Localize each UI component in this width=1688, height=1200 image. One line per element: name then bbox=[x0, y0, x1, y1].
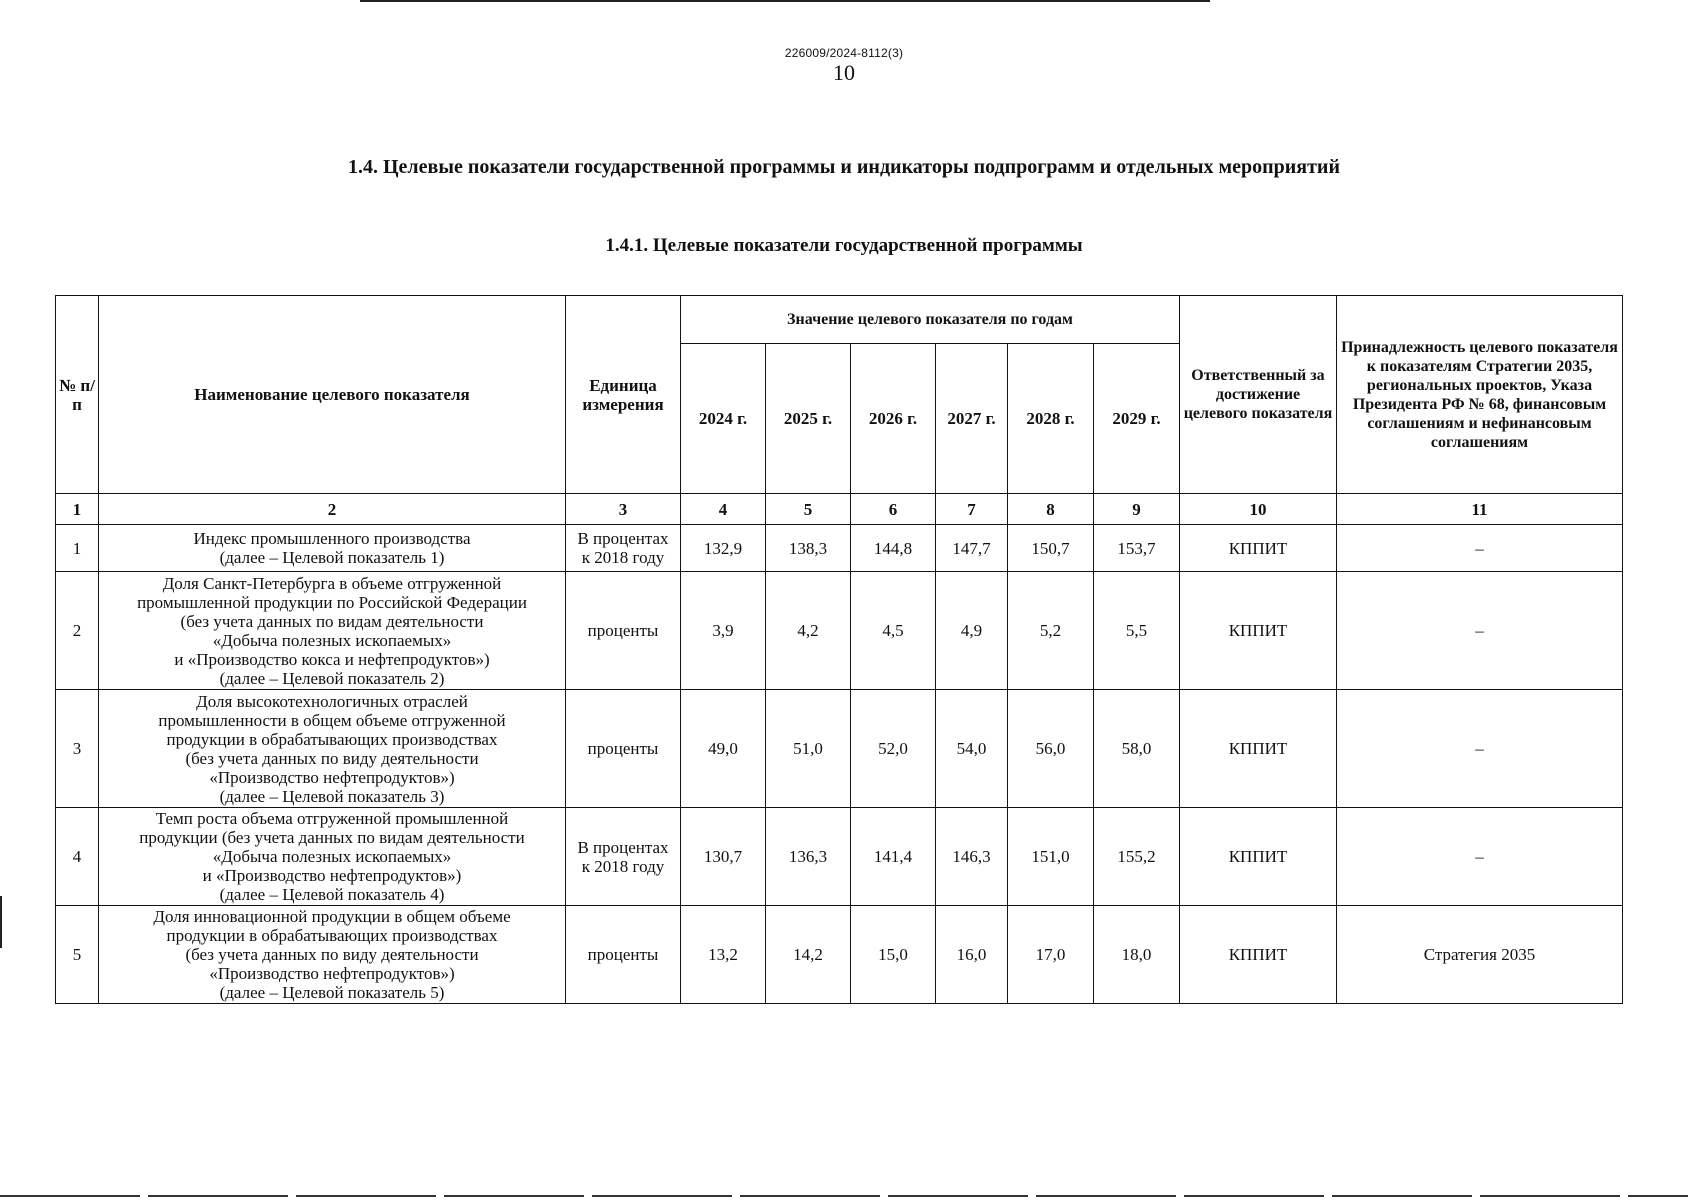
cell-value: 51,0 bbox=[766, 690, 851, 808]
header-year: 2027 г. bbox=[936, 344, 1008, 494]
scan-edge-top bbox=[360, 0, 1210, 2]
cell-value: 144,8 bbox=[851, 525, 936, 572]
column-number: 3 bbox=[566, 494, 681, 525]
cell-responsible: КППИТ bbox=[1180, 808, 1337, 906]
header-belonging: Принадлежность целевого показателя к показателям Стратегии 2035, региональных проектов, Указа Президента РФ № 68, финансовым соглашениям и нефинансовым соглашениям bbox=[1337, 296, 1623, 494]
cell-value: 130,7 bbox=[681, 808, 766, 906]
cell-name-line: продукции в обрабатывающих производствах bbox=[166, 926, 498, 945]
header-responsible: Ответственный за достижение целевого показателя bbox=[1180, 296, 1337, 494]
header-year: 2026 г. bbox=[851, 344, 936, 494]
column-number: 4 bbox=[681, 494, 766, 525]
cell-name-line: (далее – Целевой показатель 3) bbox=[219, 786, 445, 806]
cell-value: 136,3 bbox=[766, 808, 851, 906]
cell-unit bbox=[566, 690, 681, 808]
column-number: 7 bbox=[936, 494, 1008, 525]
cell-value: 132,9 bbox=[681, 525, 766, 572]
cell-value: 147,7 bbox=[936, 525, 1008, 572]
header-num: № п/п bbox=[56, 296, 99, 494]
cell-name-line: (без учета данных по виду деятельности bbox=[185, 748, 479, 768]
cell-name bbox=[99, 525, 566, 572]
column-number: 8 bbox=[1008, 494, 1094, 525]
cell-value: 13,2 bbox=[681, 906, 766, 1004]
header-values-group: Значение целевого показателя по годам bbox=[681, 296, 1180, 344]
header-year: 2024 г. bbox=[681, 344, 766, 494]
cell-value: 146,3 bbox=[936, 808, 1008, 906]
document-code: 226009/2024-8112(3) bbox=[784, 46, 904, 60]
cell-value: 5,2 bbox=[1008, 572, 1094, 690]
cell-name-line: Темп роста объема отгруженной промышленной bbox=[155, 809, 509, 828]
cell-belonging: – bbox=[1337, 808, 1623, 906]
cell-unit-line: к 2018 году bbox=[581, 856, 665, 876]
cell-value: 4,9 bbox=[936, 572, 1008, 690]
cell-value: 18,0 bbox=[1094, 906, 1180, 1004]
cell-name-line: «Производство нефтепродуктов») bbox=[209, 767, 455, 787]
column-number: 2 bbox=[99, 494, 566, 525]
page-number: 10 bbox=[833, 60, 855, 85]
cell-name-line: (далее – Целевой показатель 4) bbox=[219, 885, 445, 904]
cell-unit bbox=[566, 525, 681, 572]
cell-value: 54,0 bbox=[936, 690, 1008, 808]
cell-unit-line: В процентах bbox=[577, 837, 669, 857]
cell-num: 3 bbox=[56, 690, 99, 808]
table-row bbox=[56, 572, 1623, 690]
cell-unit-line: проценты bbox=[587, 621, 659, 640]
cell-num: 1 bbox=[56, 525, 99, 572]
cell-unit-line: проценты bbox=[587, 945, 659, 964]
cell-value: 58,0 bbox=[1094, 690, 1180, 808]
cell-name-line: Доля высокотехнологичных отраслей bbox=[196, 691, 468, 711]
cell-name-line: «Добыча полезных ископаемых» bbox=[212, 630, 452, 650]
cell-value: 49,0 bbox=[681, 690, 766, 808]
cell-value: 153,7 bbox=[1094, 525, 1180, 572]
cell-name bbox=[99, 808, 566, 906]
cell-name-line: и «Производство кокса и нефтепродуктов») bbox=[174, 649, 490, 669]
column-number: 1 bbox=[56, 494, 99, 525]
cell-num: 2 bbox=[56, 572, 99, 690]
cell-value: 56,0 bbox=[1008, 690, 1094, 808]
cell-name-line: (далее – Целевой показатель 5) bbox=[219, 983, 445, 1002]
cell-name bbox=[99, 906, 566, 1004]
cell-value: 5,5 bbox=[1094, 572, 1180, 690]
cell-name bbox=[99, 690, 566, 808]
cell-responsible: КППИТ bbox=[1180, 525, 1337, 572]
cell-name-line: (без учета данных по видам деятельности bbox=[180, 611, 484, 631]
header-year: 2029 г. bbox=[1094, 344, 1180, 494]
cell-responsible: КППИТ bbox=[1180, 690, 1337, 808]
cell-value: 150,7 bbox=[1008, 525, 1094, 572]
cell-unit-line: В процентах bbox=[577, 529, 669, 548]
table-row bbox=[56, 906, 1623, 1004]
cell-name bbox=[99, 572, 566, 690]
cell-responsible: КППИТ bbox=[1180, 572, 1337, 690]
column-number: 11 bbox=[1337, 494, 1623, 525]
cell-name-line: продукции (без учета данных по видам деятельности bbox=[139, 828, 525, 847]
cell-num: 5 bbox=[56, 906, 99, 1004]
header-year: 2025 г. bbox=[766, 344, 851, 494]
cell-name-line: промышленной продукции по Российской Федерации bbox=[137, 592, 527, 612]
cell-unit-line: к 2018 году bbox=[581, 548, 665, 567]
cell-value: 4,2 bbox=[766, 572, 851, 690]
column-number: 10 bbox=[1180, 494, 1337, 525]
column-number: 6 bbox=[851, 494, 936, 525]
cell-belonging: – bbox=[1337, 572, 1623, 690]
cell-unit bbox=[566, 572, 681, 690]
cell-value: 15,0 bbox=[851, 906, 936, 1004]
cell-value: 151,0 bbox=[1008, 808, 1094, 906]
header-name: Наименование целевого показателя bbox=[99, 296, 566, 494]
scan-edge-bottom bbox=[0, 1195, 1688, 1197]
table-row bbox=[56, 525, 1623, 572]
header-unit: Единица измерения bbox=[566, 296, 681, 494]
subsection-title: 1.4.1. Целевые показатели государственной программы bbox=[605, 235, 1083, 256]
cell-value: 141,4 bbox=[851, 808, 936, 906]
column-number: 5 bbox=[766, 494, 851, 525]
cell-name-line: Доля Санкт-Петербурга в объеме отгруженной bbox=[162, 573, 502, 593]
cell-value: 52,0 bbox=[851, 690, 936, 808]
cell-name-line: и «Производство нефтепродуктов») bbox=[202, 866, 462, 885]
cell-name-line: «Производство нефтепродуктов») bbox=[209, 964, 455, 983]
cell-belonging: – bbox=[1337, 525, 1623, 572]
cell-name-line: (далее – Целевой показатель 1) bbox=[219, 548, 445, 567]
cell-name-line: Доля инновационной продукции в общем объеме bbox=[153, 907, 511, 926]
cell-name-line: Индекс промышленного производства bbox=[193, 529, 471, 548]
cell-belonging: – bbox=[1337, 690, 1623, 808]
cell-value: 14,2 bbox=[766, 906, 851, 1004]
cell-value: 3,9 bbox=[681, 572, 766, 690]
cell-name-line: (далее – Целевой показатель 2) bbox=[219, 668, 445, 688]
scan-edge-left bbox=[0, 896, 2, 948]
cell-responsible: КППИТ bbox=[1180, 906, 1337, 1004]
column-numbers-row bbox=[56, 494, 1623, 525]
cell-value: 17,0 bbox=[1008, 906, 1094, 1004]
column-number: 9 bbox=[1094, 494, 1180, 525]
cell-name-line: продукции в обрабатывающих производствах bbox=[166, 729, 498, 749]
target-indicators-table bbox=[55, 295, 1623, 1004]
cell-value: 16,0 bbox=[936, 906, 1008, 1004]
cell-name-line: промышленности в общем объеме отгруженной bbox=[158, 710, 506, 730]
cell-num: 4 bbox=[56, 808, 99, 906]
section-title: 1.4. Целевые показатели государственной программы и индикаторы подпрограмм и отдельных мероприятий bbox=[348, 156, 1340, 178]
cell-value: 4,5 bbox=[851, 572, 936, 690]
table-row bbox=[56, 690, 1623, 808]
cell-value: 138,3 bbox=[766, 525, 851, 572]
cell-belonging: Стратегия 2035 bbox=[1337, 906, 1623, 1004]
cell-name-line: (без учета данных по виду деятельности bbox=[185, 945, 479, 964]
header-year: 2028 г. bbox=[1008, 344, 1094, 494]
cell-unit-line: проценты bbox=[587, 739, 659, 758]
cell-unit bbox=[566, 808, 681, 906]
cell-unit bbox=[566, 906, 681, 1004]
table-row bbox=[56, 808, 1623, 906]
cell-name-line: «Добыча полезных ископаемых» bbox=[212, 847, 452, 866]
cell-value: 155,2 bbox=[1094, 808, 1180, 906]
